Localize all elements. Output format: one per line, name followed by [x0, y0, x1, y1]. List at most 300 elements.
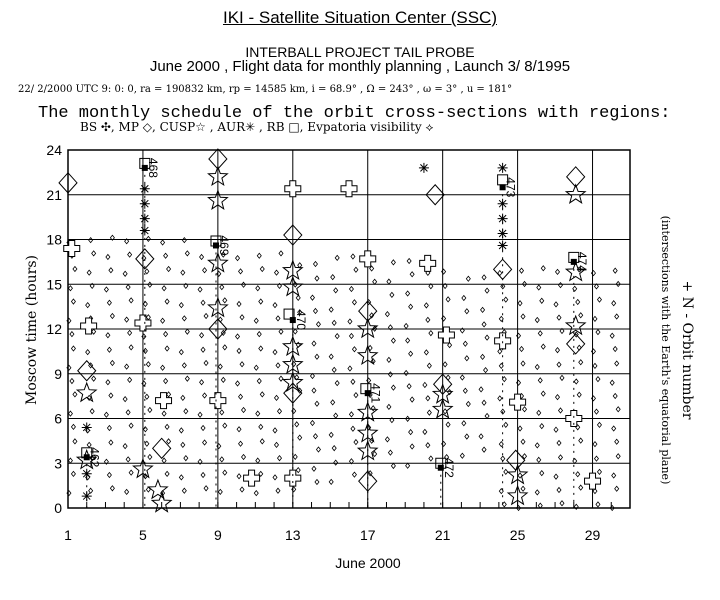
evpatoria-mark — [260, 267, 264, 272]
evpatoria-mark — [560, 375, 564, 380]
flight-data-line: June 2000 , Flight data for monthly planning , Launch 3/ 8/1995 — [149, 58, 571, 75]
evpatoria-mark — [201, 473, 205, 478]
evpatoria-mark — [351, 379, 355, 384]
evpatoria-mark — [148, 407, 152, 412]
cusp-mark — [148, 480, 167, 498]
y-tick-label: 9 — [54, 365, 62, 382]
evpatoria-mark — [298, 435, 302, 440]
evpatoria-mark — [223, 470, 227, 475]
evpatoria-mark — [254, 318, 258, 323]
evpatoria-mark — [256, 458, 260, 463]
evpatoria-mark — [254, 491, 258, 496]
evpatoria-mark — [540, 298, 544, 303]
y-tick-label: 24 — [46, 142, 62, 158]
evpatoria-mark — [239, 394, 243, 399]
x-tick-label: 29 — [584, 527, 601, 543]
evpatoria-mark — [237, 474, 241, 479]
evpatoria-mark — [460, 453, 464, 458]
x-tick-label: 5 — [139, 527, 147, 543]
evpatoria-mark — [388, 372, 392, 377]
aur-mark — [82, 422, 92, 432]
evpatoria-mark — [466, 402, 470, 407]
evpatoria-mark — [165, 424, 169, 429]
evpatoria-mark — [161, 365, 165, 370]
y-tick-label: 21 — [46, 186, 62, 203]
orbit-parameters: 22/ 2/2000 UTC 9: 0: 0, ra = 190832 km, rp = 14585 km, i = 68.9° , Ω = 243° , ω = 3° , u = 181° — [18, 84, 513, 95]
evpatoria-mark — [242, 407, 246, 412]
evpatoria-mark — [615, 361, 619, 366]
evpatoria-mark — [596, 502, 600, 507]
x-tick-label: 1 — [64, 527, 72, 543]
evpatoria-mark — [218, 364, 222, 369]
orbit-number-label: 462 — [87, 447, 102, 468]
evpatoria-mark — [404, 324, 408, 329]
evpatoria-mark — [423, 382, 427, 387]
evpatoria-mark — [254, 365, 258, 370]
evpatoria-mark — [310, 295, 314, 300]
evpatoria-mark — [429, 331, 433, 336]
evpatoria-mark — [521, 361, 525, 366]
evpatoria-mark — [371, 406, 375, 411]
evpatoria-mark — [89, 238, 93, 243]
evpatoria-mark — [352, 472, 356, 477]
evpatoria-mark — [443, 362, 447, 367]
evpatoria-mark — [68, 286, 72, 291]
evpatoria-mark — [218, 489, 222, 494]
evpatoria-mark — [354, 267, 358, 272]
evpatoria-mark — [145, 269, 149, 274]
evpatoria-mark — [204, 361, 208, 366]
evpatoria-mark — [485, 413, 489, 418]
evpatoria-mark — [334, 460, 338, 465]
evpatoria-mark — [535, 443, 539, 448]
evpatoria-mark — [348, 319, 352, 324]
evpatoria-mark — [104, 412, 108, 417]
evpatoria-mark — [240, 487, 244, 492]
evpatoria-mark — [348, 366, 352, 371]
evpatoria-mark — [200, 380, 204, 385]
evpatoria-mark — [615, 314, 619, 319]
evpatoria-mark — [87, 270, 91, 275]
evpatoria-mark — [391, 385, 395, 390]
evpatoria-mark — [466, 276, 470, 281]
evpatoria-mark — [479, 434, 483, 439]
evpatoria-mark — [129, 345, 133, 350]
evpatoria-mark — [257, 379, 261, 384]
evpatoria-mark — [203, 268, 207, 273]
evpatoria-mark — [424, 350, 428, 355]
evpatoria-mark — [129, 423, 133, 428]
evpatoria-mark — [391, 260, 395, 265]
evpatoria-mark — [126, 457, 130, 462]
evpatoria-mark — [385, 437, 389, 442]
evpatoria-mark — [409, 304, 413, 309]
aur-mark — [140, 226, 150, 236]
evpatoria-mark — [465, 309, 469, 314]
evpatoria-mark — [198, 412, 202, 417]
evpatoria-mark — [541, 344, 545, 349]
mp-mark — [78, 361, 96, 381]
bs-mark — [244, 470, 260, 486]
evpatoria-mark — [276, 316, 280, 321]
evpatoria-mark — [165, 346, 169, 351]
evpatoria-mark — [407, 384, 411, 389]
evpatoria-mark — [579, 313, 583, 318]
evpatoria-mark — [540, 471, 544, 476]
evpatoria-mark — [240, 315, 244, 320]
evpatoria-mark — [523, 407, 527, 412]
evpatoria-mark — [179, 428, 183, 433]
evpatoria-mark — [92, 251, 96, 256]
evpatoria-mark — [106, 254, 110, 259]
x-axis-label: June 2000 — [335, 555, 401, 571]
evpatoria-mark — [329, 479, 333, 484]
evpatoria-mark — [482, 275, 486, 280]
mp-mark — [507, 450, 525, 470]
evpatoria-mark — [204, 314, 208, 319]
evpatoria-mark — [126, 410, 130, 415]
evpatoria-mark — [426, 317, 430, 322]
evpatoria-mark — [161, 240, 165, 245]
evpatoria-mark — [185, 376, 189, 381]
evpatoria-mark — [612, 301, 616, 306]
evpatoria-mark — [579, 485, 583, 490]
evpatoria-mark — [332, 446, 336, 451]
evpatoria-mark — [68, 411, 72, 416]
evpatoria-mark — [71, 424, 75, 429]
evpatoria-mark — [104, 287, 108, 292]
evpatoria-mark — [406, 338, 410, 343]
evpatoria-mark — [387, 357, 391, 362]
evpatoria-mark — [427, 410, 431, 415]
evpatoria-mark — [167, 267, 171, 272]
evpatoria-mark — [498, 349, 502, 354]
region-marks-layer — [59, 149, 601, 512]
evpatoria-mark — [236, 256, 240, 261]
evpatoria-mark — [146, 236, 150, 241]
bs-mark — [420, 255, 436, 271]
evpatoria-mark — [198, 287, 202, 292]
x-tick-label: 13 — [285, 527, 301, 543]
x-tick-label: 9 — [213, 527, 222, 543]
evpatoria-mark — [182, 238, 186, 243]
evpatoria-mark — [596, 377, 600, 382]
symbol-legend: BS ✣, MP ◇, CUSP☆ , AUR✳ , RB □, Evpatoria visibility ⟡ — [80, 120, 434, 134]
evpatoria-mark — [143, 348, 147, 353]
evpatoria-mark — [146, 315, 150, 320]
evpatoria-mark — [446, 422, 450, 427]
evpatoria-mark — [390, 292, 394, 297]
evpatoria-mark — [594, 456, 598, 461]
evpatoria-mark — [556, 395, 560, 400]
evpatoria-mark — [535, 365, 539, 370]
page-title: IKI - Satellite Situation Center (SSC) — [222, 8, 497, 27]
evpatoria-mark — [70, 379, 74, 384]
evpatoria-mark — [409, 351, 413, 356]
evpatoria-mark — [596, 330, 600, 335]
evpatoria-mark — [89, 488, 93, 493]
orbit-number-label: 474 — [574, 251, 589, 272]
right-axis-sublabel: (intersections with the Earth's equatorial plane) — [659, 215, 672, 485]
evpatoria-mark — [535, 318, 539, 323]
evpatoria-mark — [204, 486, 208, 491]
y-axis-label: Moscow time (hours) — [24, 254, 40, 406]
mp-mark — [494, 259, 512, 279]
evpatoria-mark — [181, 442, 185, 447]
evpatoria-mark — [145, 394, 149, 399]
evpatoria-mark — [424, 303, 428, 308]
evpatoria-mark — [352, 347, 356, 352]
evpatoria-mark — [273, 350, 277, 355]
evpatoria-mark — [277, 456, 281, 461]
evpatoria-mark — [615, 439, 619, 444]
x-tick-label: 17 — [359, 527, 376, 543]
evpatoria-mark — [68, 458, 72, 463]
evpatoria-mark — [426, 443, 430, 448]
evpatoria-mark — [237, 301, 241, 306]
evpatoria-mark — [554, 302, 558, 307]
evpatoria-mark — [560, 501, 564, 506]
evpatoria-mark — [273, 428, 277, 433]
orbit-number-label: 471 — [368, 383, 383, 404]
evpatoria-mark — [165, 471, 169, 476]
evpatoria-mark — [220, 457, 224, 462]
evpatoria-mark — [610, 380, 614, 385]
evpatoria-mark — [237, 348, 241, 353]
evpatoria-mark — [221, 377, 225, 382]
evpatoria-mark — [535, 490, 539, 495]
evpatoria-mark — [504, 422, 508, 427]
evpatoria-mark — [240, 362, 244, 367]
evpatoria-mark — [129, 298, 133, 303]
y-tick-label: 18 — [46, 231, 62, 248]
y-tick-label: 3 — [54, 455, 62, 472]
evpatoria-mark — [275, 442, 279, 447]
evpatoria-mark — [613, 393, 617, 398]
bs-mark — [156, 393, 172, 409]
evpatoria-mark — [313, 434, 317, 439]
evpatoria-mark — [179, 350, 183, 355]
evpatoria-mark — [128, 252, 132, 257]
evpatoria-mark — [110, 486, 114, 491]
evpatoria-mark — [257, 332, 261, 337]
evpatoria-mark — [349, 334, 353, 339]
evpatoria-mark — [236, 334, 240, 339]
evpatoria-mark — [162, 458, 166, 463]
evpatoria-mark — [259, 346, 263, 351]
evpatoria-mark — [148, 454, 152, 459]
evpatoria-mark — [593, 442, 597, 447]
evpatoria-mark — [296, 468, 300, 473]
evpatoria-mark — [86, 303, 90, 308]
evpatoria-mark — [296, 295, 300, 300]
evpatoria-mark — [203, 440, 207, 445]
evpatoria-mark — [594, 409, 598, 414]
aur-mark — [82, 469, 92, 479]
evpatoria-mark — [407, 258, 411, 263]
aur-mark — [498, 240, 508, 250]
evpatoria-mark — [557, 487, 561, 492]
evpatoria-mark — [315, 276, 319, 281]
evpatoria-mark — [237, 427, 241, 432]
evpatoria-mark — [335, 334, 339, 339]
evpatoria-mark — [404, 371, 408, 376]
evpatoria-mark — [334, 288, 338, 293]
bs-mark — [64, 240, 80, 256]
evpatoria-mark — [558, 283, 562, 288]
evpatoria-mark — [242, 454, 246, 459]
y-tick-label: 15 — [46, 276, 62, 293]
evpatoria-mark — [106, 380, 110, 385]
evpatoria-mark — [201, 347, 205, 352]
evpatoria-mark — [537, 285, 541, 290]
evpatoria-mark — [110, 314, 114, 319]
aur-mark — [498, 199, 508, 209]
evpatoria-mark — [184, 409, 188, 414]
evpatoria-mark — [612, 473, 616, 478]
evpatoria-mark — [427, 363, 431, 368]
orbit-number-label: 473 — [503, 177, 518, 198]
evpatoria-mark — [316, 447, 320, 452]
evpatoria-mark — [410, 272, 414, 277]
evpatoria-mark — [520, 268, 524, 273]
evpatoria-mark — [259, 299, 263, 304]
evpatoria-mark — [164, 332, 168, 337]
evpatoria-mark — [463, 388, 467, 393]
evpatoria-mark — [616, 454, 620, 459]
evpatoria-mark — [86, 350, 90, 355]
evpatoria-mark — [540, 424, 544, 429]
evpatoria-mark — [316, 322, 320, 327]
evpatoria-mark — [329, 354, 333, 359]
evpatoria-mark — [201, 426, 205, 431]
evpatoria-mark — [352, 300, 356, 305]
evpatoria-mark — [143, 301, 147, 306]
evpatoria-mark — [354, 440, 358, 445]
evpatoria-mark — [554, 474, 558, 479]
evpatoria-mark — [312, 388, 316, 393]
evpatoria-mark — [335, 381, 339, 386]
cusp-mark — [566, 316, 585, 334]
evpatoria-mark — [616, 407, 620, 412]
evpatoria-mark — [123, 444, 127, 449]
evpatoria-mark — [167, 392, 171, 397]
evpatoria-mark — [236, 381, 240, 386]
evpatoria-mark — [106, 333, 110, 338]
evpatoria-mark — [220, 285, 224, 290]
evpatoria-mark — [410, 397, 414, 402]
evpatoria-mark — [182, 488, 186, 493]
evpatoria-mark — [129, 470, 133, 475]
evpatoria-mark — [71, 471, 75, 476]
evpatoria-mark — [349, 412, 353, 417]
evpatoria-mark — [128, 377, 132, 382]
evpatoria-mark — [315, 401, 319, 406]
evpatoria-mark — [182, 316, 186, 321]
evpatoria-visibility-layer — [67, 235, 620, 510]
evpatoria-mark — [387, 404, 391, 409]
y-tick-label: 12 — [46, 321, 62, 337]
evpatoria-mark — [239, 441, 243, 446]
evpatoria-mark — [460, 375, 464, 380]
orbit-number-label: 468 — [145, 157, 160, 178]
evpatoria-mark — [146, 362, 150, 367]
evpatoria-mark — [409, 430, 413, 435]
evpatoria-mark — [593, 363, 597, 368]
evpatoria-mark — [143, 427, 147, 432]
evpatoria-mark — [71, 299, 75, 304]
evpatoria-mark — [597, 469, 601, 474]
evpatoria-mark — [329, 432, 333, 437]
evpatoria-mark — [429, 456, 433, 461]
evpatoria-mark — [462, 421, 466, 426]
evpatoria-mark — [164, 379, 168, 384]
evpatoria-mark — [485, 288, 489, 293]
evpatoria-mark — [185, 251, 189, 256]
evpatoria-mark — [481, 307, 485, 312]
evpatoria-mark — [557, 440, 561, 445]
evpatoria-mark — [107, 473, 111, 478]
evpatoria-mark — [520, 346, 524, 351]
evpatoria-mark — [256, 411, 260, 416]
evpatoria-mark — [373, 452, 377, 457]
bs-mark — [210, 393, 226, 409]
evpatoria-mark — [391, 338, 395, 343]
evpatoria-mark — [331, 275, 335, 280]
evpatoria-mark — [125, 364, 129, 369]
aur-mark — [498, 214, 508, 224]
evpatoria-mark — [165, 299, 169, 304]
evpatoria-mark — [161, 318, 165, 323]
evpatoria-mark — [537, 410, 541, 415]
evpatoria-mark — [465, 434, 469, 439]
evpatoria-mark — [92, 329, 96, 334]
bs-mark — [360, 251, 376, 267]
evpatoria-mark — [479, 387, 483, 392]
evpatoria-mark — [315, 354, 319, 359]
orbit-number-label: 472 — [441, 457, 456, 478]
evpatoria-mark — [181, 270, 185, 275]
evpatoria-mark — [181, 395, 185, 400]
evpatoria-mark — [554, 427, 558, 432]
evpatoria-mark — [223, 298, 227, 303]
evpatoria-mark — [349, 287, 353, 292]
evpatoria-mark — [275, 395, 279, 400]
evpatoria-mark — [484, 368, 488, 373]
evpatoria-mark — [109, 393, 113, 398]
evpatoria-mark — [557, 362, 561, 367]
evpatoria-mark — [184, 456, 188, 461]
evpatoria-mark — [538, 378, 542, 383]
evpatoria-mark — [335, 255, 339, 260]
evpatoria-mark — [179, 303, 183, 308]
evpatoria-mark — [109, 268, 113, 273]
evpatoria-mark — [260, 392, 264, 397]
evpatoria-mark — [482, 400, 486, 405]
evpatoria-mark — [462, 295, 466, 300]
evpatoria-mark — [259, 424, 263, 429]
evpatoria-mark — [185, 329, 189, 334]
x-tick-label: 25 — [509, 527, 526, 543]
evpatoria-mark — [203, 393, 207, 398]
evpatoria-mark — [257, 253, 261, 258]
evpatoria-mark — [576, 300, 580, 305]
evpatoria-mark — [110, 361, 114, 366]
evpatoria-mark — [541, 391, 545, 396]
evpatoria-mark — [73, 392, 77, 397]
evpatoria-mark — [123, 271, 127, 276]
evpatoria-mark — [293, 454, 297, 459]
